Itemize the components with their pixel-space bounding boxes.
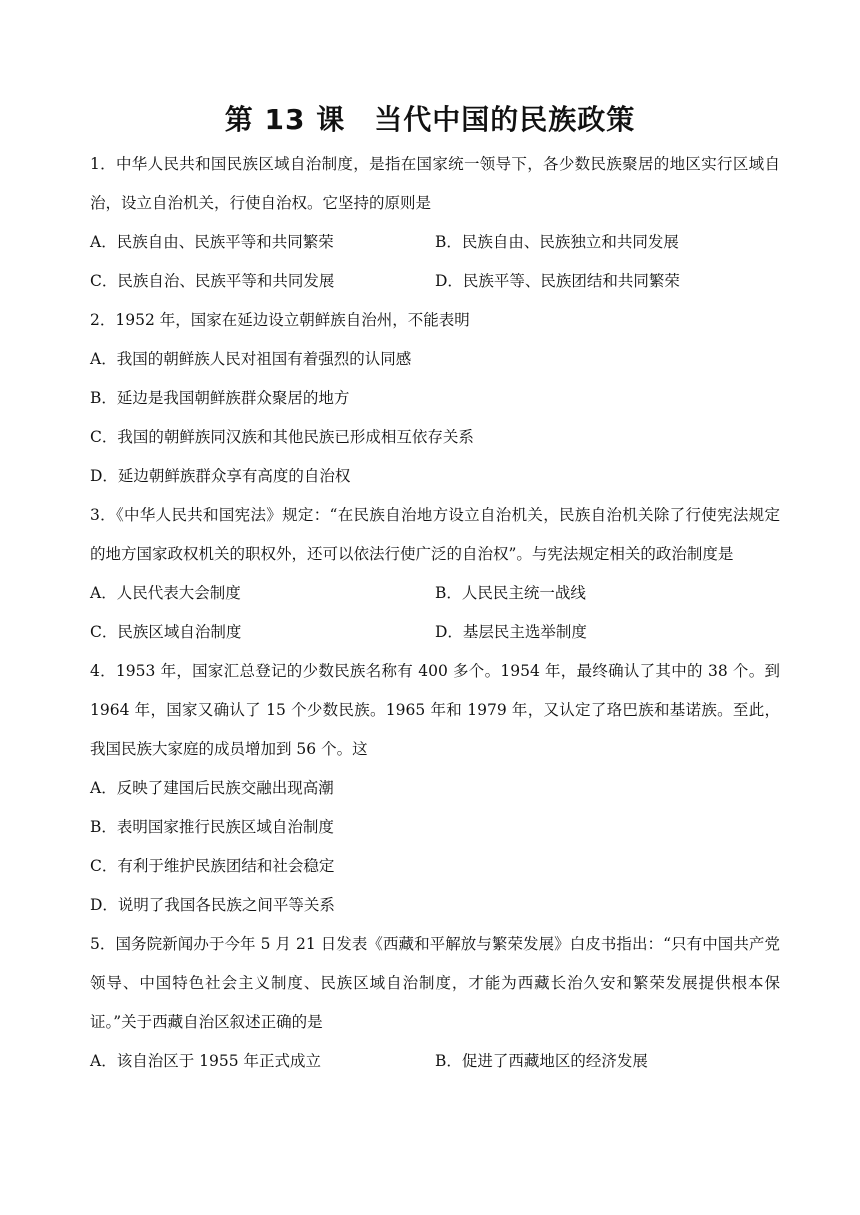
option-a: A．民族自由、民族平等和共同繁荣 — [90, 233, 334, 251]
option-b: B．表明国家推行民族区域自治制度 — [90, 818, 334, 836]
question-stem: 3．《中华人民共和国宪法》规定：“在民族自治地方设立自治机关，民族自治机关除了行使宪法规定的地方国家政权机关的职权外，还可以依法行使广泛的自治权”。与宪法规定相关的政治制度是 — [90, 506, 780, 563]
option-row — [90, 574, 780, 613]
question-stem: 2．1952 年，国家在延边设立朝鲜族自治州，不能表明 — [90, 311, 470, 329]
option-b: B．促进了西藏地区的经济发展 — [435, 1052, 648, 1070]
option-b: B．民族自由、民族独立和共同发展 — [435, 233, 679, 251]
option-d: D．延边朝鲜族群众享有高度的自治权 — [90, 467, 351, 485]
option-a: A．该自治区于 1955 年正式成立 — [90, 1052, 321, 1070]
lesson-title: 第 13 课 当代中国的民族政策 — [224, 103, 636, 136]
question-3 — [90, 496, 780, 652]
question-5 — [90, 925, 780, 1081]
option-row — [90, 1042, 780, 1081]
question-2 — [90, 301, 780, 496]
option-row — [90, 613, 780, 652]
option-c: C．我国的朝鲜族同汉族和其他民族已形成相互依存关系 — [90, 428, 474, 446]
option-a: A．人民代表大会制度 — [90, 584, 241, 602]
option-b: B．延边是我国朝鲜族群众聚居的地方 — [90, 389, 350, 407]
option-row — [90, 223, 780, 262]
option-d: D．基层民主选举制度 — [435, 623, 587, 641]
question-stem: 5．国务院新闻办于今年 5 月 21 日发表《西藏和平解放与繁荣发展》白皮书指出：“只有中国共产党领导、中国特色社会主义制度、民族区域自治制度，才能为西藏长治久安和繁荣发展提供根本保证。”关于西藏自治区叙述正确的是 — [90, 935, 780, 1031]
question-list — [90, 145, 780, 1081]
option-a: A．反映了建国后民族交融出现高潮 — [90, 779, 334, 797]
option-c: C．民族自治、民族平等和共同发展 — [90, 272, 335, 290]
option-a: A．我国的朝鲜族人民对祖国有着强烈的认同感 — [90, 350, 412, 368]
option-row — [90, 262, 780, 301]
option-b: B．人民民主统一战线 — [435, 584, 586, 602]
question-stem: 1．中华人民共和国民族区域自治制度，是指在国家统一领导下，各少数民族聚居的地区实行区域自治，设立自治机关，行使自治权。它坚持的原则是 — [90, 155, 780, 212]
option-c: C．民族区域自治制度 — [90, 623, 242, 641]
option-d: D．说明了我国各民族之间平等关系 — [90, 896, 335, 914]
option-d: D．民族平等、民族团结和共同繁荣 — [435, 272, 680, 290]
option-c: C．有利于维护民族团结和社会稳定 — [90, 857, 335, 875]
question-stem: 4．1953 年，国家汇总登记的少数民族名称有 400 多个。1954 年，最终确认了其中的 38 个。到 1964 年，国家又确认了 15 个少数民族。1965 年和 1979 年，又认定了珞巴族和基诺族。至此，我国民族大家庭的成员增加到 56 个。这 — [90, 662, 780, 758]
question-1 — [90, 145, 780, 301]
question-4 — [90, 652, 780, 925]
